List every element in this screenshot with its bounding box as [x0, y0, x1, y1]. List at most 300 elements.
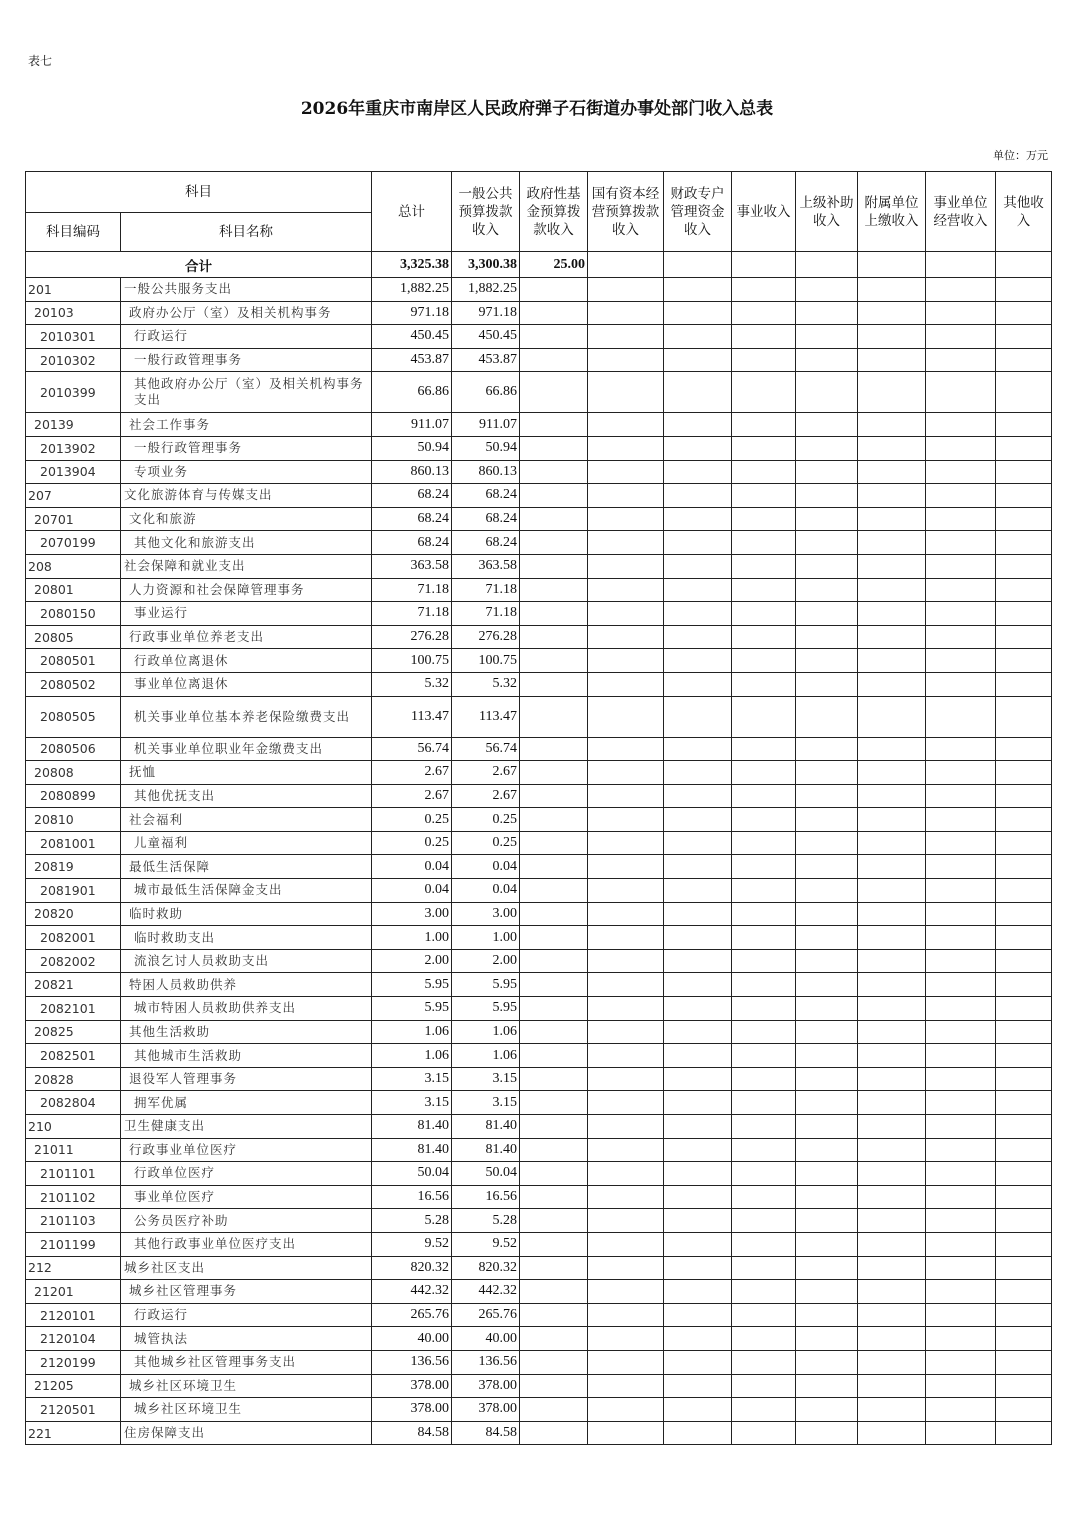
- general-budget-cell: 0.25: [452, 831, 520, 855]
- empty-cell: [588, 949, 664, 973]
- empty-cell: [796, 413, 858, 437]
- empty-cell: [732, 1303, 796, 1327]
- empty-cell: [664, 1115, 732, 1139]
- empty-cell: [664, 1303, 732, 1327]
- empty-cell: [664, 554, 732, 578]
- empty-cell: [858, 578, 926, 602]
- empty-cell: [588, 1398, 664, 1422]
- empty-cell: [664, 372, 732, 413]
- empty-cell: [664, 902, 732, 926]
- total-cell: 1.06: [372, 1020, 452, 1044]
- header-state-capital: 国有资本经营预算拨款收入: [588, 172, 664, 252]
- table-row: [26, 1303, 1052, 1327]
- total-value: 3,325.38: [372, 252, 452, 278]
- empty-cell: [588, 831, 664, 855]
- subject-name: 一般行政管理事务: [121, 348, 372, 372]
- empty-cell: [520, 672, 588, 696]
- subject-code: 2101101: [26, 1162, 121, 1186]
- empty-cell: [664, 997, 732, 1021]
- table-row: [26, 301, 1052, 325]
- total-cell: 911.07: [372, 413, 452, 437]
- subject-name: 城市最低生活保障金支出: [121, 879, 372, 903]
- total-cell: 5.95: [372, 997, 452, 1021]
- subject-name: 专项业务: [121, 460, 372, 484]
- subject-name: 事业单位离退休: [121, 672, 372, 696]
- table-row: [26, 672, 1052, 696]
- empty-cell: [664, 1280, 732, 1304]
- empty-cell: [520, 436, 588, 460]
- table-row: [26, 1209, 1052, 1233]
- subject-name: 其他优抚支出: [121, 784, 372, 808]
- subject-code: 2081901: [26, 879, 121, 903]
- subject-code: 2120199: [26, 1350, 121, 1374]
- empty-cell: [588, 1044, 664, 1068]
- empty-cell: [858, 507, 926, 531]
- total-cell: 442.32: [372, 1280, 452, 1304]
- empty-cell: [926, 808, 996, 832]
- subject-name: 事业单位医疗: [121, 1185, 372, 1209]
- empty-cell: [996, 1091, 1052, 1115]
- empty-cell: [996, 625, 1052, 649]
- empty-cell: [996, 301, 1052, 325]
- empty-cell: [796, 554, 858, 578]
- general-budget-cell: 71.18: [452, 602, 520, 626]
- general-budget-cell: 9.52: [452, 1232, 520, 1256]
- empty-cell: [996, 1280, 1052, 1304]
- empty-cell: [732, 301, 796, 325]
- empty-cell: [796, 278, 858, 302]
- total-cell: 136.56: [372, 1350, 452, 1374]
- empty-cell: [664, 325, 732, 349]
- table-row: [26, 348, 1052, 372]
- empty-cell: [858, 625, 926, 649]
- total-cell: 3.15: [372, 1067, 452, 1091]
- subject-name: 行政事业单位医疗: [121, 1138, 372, 1162]
- subject-name: 流浪乞讨人员救助支出: [121, 949, 372, 973]
- subject-code: 2010302: [26, 348, 121, 372]
- empty-cell: [926, 1209, 996, 1233]
- empty-cell: [926, 1185, 996, 1209]
- table-row: [26, 649, 1052, 673]
- empty-cell: [996, 507, 1052, 531]
- header-code: 科目编码: [26, 213, 121, 252]
- empty-cell: [520, 554, 588, 578]
- empty-cell: [796, 879, 858, 903]
- table-row: [26, 507, 1052, 531]
- general-budget-cell: 0.25: [452, 808, 520, 832]
- empty-cell: [732, 1091, 796, 1115]
- empty-cell: [588, 436, 664, 460]
- empty-cell: [732, 1185, 796, 1209]
- empty-cell: [732, 1162, 796, 1186]
- empty-cell: [732, 602, 796, 626]
- empty-cell: [996, 1350, 1052, 1374]
- empty-cell: [796, 1303, 858, 1327]
- table-row: [26, 1421, 1052, 1445]
- subject-name: 行政运行: [121, 1303, 372, 1327]
- total-cell: 265.76: [372, 1303, 452, 1327]
- empty-cell: [796, 301, 858, 325]
- empty-cell: [996, 737, 1052, 761]
- subject-code: 2080501: [26, 649, 121, 673]
- empty-cell: [796, 1162, 858, 1186]
- empty-cell: [796, 1115, 858, 1139]
- total-cell: 1.00: [372, 926, 452, 950]
- empty-cell: [796, 997, 858, 1021]
- subject-name: 抚恤: [121, 761, 372, 785]
- empty-cell: [858, 1091, 926, 1115]
- general-budget-cell: 3.15: [452, 1091, 520, 1115]
- subject-code: 2080899: [26, 784, 121, 808]
- empty-cell: [858, 926, 926, 950]
- general-budget-cell: 276.28: [452, 625, 520, 649]
- subject-name: 拥军优属: [121, 1091, 372, 1115]
- empty-cell: [520, 737, 588, 761]
- general-budget-cell: 1.06: [452, 1020, 520, 1044]
- total-cell: 81.40: [372, 1138, 452, 1162]
- empty-cell: [588, 737, 664, 761]
- subject-code: 221: [26, 1421, 121, 1445]
- empty-cell: [926, 625, 996, 649]
- total-cell: 5.28: [372, 1209, 452, 1233]
- empty-cell: [732, 413, 796, 437]
- empty-cell: [996, 460, 1052, 484]
- empty-cell: [996, 436, 1052, 460]
- total-cell: 453.87: [372, 348, 452, 372]
- empty-cell: [520, 1091, 588, 1115]
- table-row: [26, 325, 1052, 349]
- empty-cell: [796, 831, 858, 855]
- empty-cell: [858, 949, 926, 973]
- header-business-income: 事业收入: [732, 172, 796, 252]
- general-budget-cell: 5.95: [452, 973, 520, 997]
- empty-cell: [996, 325, 1052, 349]
- empty-cell: [664, 460, 732, 484]
- header-affiliated-units: 附属单位上缴收入: [858, 172, 926, 252]
- empty-cell: [588, 649, 664, 673]
- empty-cell: [796, 1327, 858, 1351]
- empty-cell: [796, 696, 858, 737]
- table-number: 表七: [28, 54, 53, 68]
- total-cell: 3.15: [372, 1091, 452, 1115]
- total-cell: 68.24: [372, 531, 452, 555]
- empty-cell: [926, 1374, 996, 1398]
- empty-cell: [732, 625, 796, 649]
- empty-cell: [926, 973, 996, 997]
- empty-cell: [588, 879, 664, 903]
- table-row: [26, 902, 1052, 926]
- empty-cell: [796, 1185, 858, 1209]
- header-name: 科目名称: [121, 213, 372, 252]
- empty-cell: [858, 460, 926, 484]
- empty-cell: [858, 348, 926, 372]
- empty-cell: [926, 649, 996, 673]
- empty-cell: [858, 1327, 926, 1351]
- empty-cell: [996, 1115, 1052, 1139]
- empty-cell: [996, 926, 1052, 950]
- empty-cell: [858, 325, 926, 349]
- empty-cell: [520, 1374, 588, 1398]
- general-budget-cell: 2.67: [452, 784, 520, 808]
- empty-cell: [732, 784, 796, 808]
- empty-cell: [996, 348, 1052, 372]
- subject-code: 2082101: [26, 997, 121, 1021]
- empty-cell: [520, 1421, 588, 1445]
- subject-name: 住房保障支出: [121, 1421, 372, 1445]
- empty-cell: [796, 1256, 858, 1280]
- table-row: [26, 1350, 1052, 1374]
- empty-cell: [588, 372, 664, 413]
- table-row: [26, 436, 1052, 460]
- total-cell: 50.94: [372, 436, 452, 460]
- total-general: 3,300.38: [452, 252, 520, 278]
- total-cell: 40.00: [372, 1327, 452, 1351]
- total-cell: 378.00: [372, 1374, 452, 1398]
- empty-cell: [926, 1398, 996, 1422]
- total-row: [26, 252, 1052, 278]
- empty-cell: [796, 1280, 858, 1304]
- empty-cell: [796, 855, 858, 879]
- empty-cell: [926, 1327, 996, 1351]
- general-budget-cell: 363.58: [452, 554, 520, 578]
- empty-cell: [520, 855, 588, 879]
- empty-cell: [664, 1374, 732, 1398]
- empty-cell: [588, 1162, 664, 1186]
- empty-cell: [996, 761, 1052, 785]
- empty-cell: [858, 1020, 926, 1044]
- total-cell: 68.24: [372, 484, 452, 508]
- empty-cell: [732, 1209, 796, 1233]
- general-budget-cell: 2.67: [452, 761, 520, 785]
- empty-cell: [926, 926, 996, 950]
- subject-code: 2013902: [26, 436, 121, 460]
- empty-cell: [926, 278, 996, 302]
- empty-cell: [588, 997, 664, 1021]
- empty-cell: [520, 1350, 588, 1374]
- empty-cell: [996, 1044, 1052, 1068]
- empty-cell: [732, 325, 796, 349]
- empty-cell: [796, 372, 858, 413]
- subject-name: 特困人员救助供养: [121, 973, 372, 997]
- empty-cell: [858, 1398, 926, 1422]
- empty-cell: [858, 1162, 926, 1186]
- empty-cell: [732, 484, 796, 508]
- empty-cell: [664, 808, 732, 832]
- empty-cell: [996, 1185, 1052, 1209]
- empty-cell: [588, 1138, 664, 1162]
- subject-code: 20139: [26, 413, 121, 437]
- empty-cell: [732, 348, 796, 372]
- total-cell: 2.00: [372, 949, 452, 973]
- subject-code: 20821: [26, 973, 121, 997]
- total-cell: 84.58: [372, 1421, 452, 1445]
- empty-cell: [732, 1280, 796, 1304]
- empty-cell: [664, 1350, 732, 1374]
- general-budget-cell: 113.47: [452, 696, 520, 737]
- subject-code: 2120101: [26, 1303, 121, 1327]
- empty-cell: [996, 949, 1052, 973]
- table-row: [26, 484, 1052, 508]
- table-row: [26, 460, 1052, 484]
- empty-cell: [732, 1115, 796, 1139]
- table-row: [26, 554, 1052, 578]
- empty-cell: [732, 372, 796, 413]
- empty-cell: [926, 1421, 996, 1445]
- general-budget-cell: 971.18: [452, 301, 520, 325]
- empty-cell: [520, 507, 588, 531]
- empty-cell: [996, 1398, 1052, 1422]
- empty-cell: [858, 413, 926, 437]
- table-row: [26, 1020, 1052, 1044]
- total-cell: 0.04: [372, 855, 452, 879]
- empty-cell: [588, 672, 664, 696]
- empty-cell: [926, 949, 996, 973]
- empty-cell: [796, 348, 858, 372]
- subject-code: 2081001: [26, 831, 121, 855]
- empty-cell: [588, 602, 664, 626]
- general-budget-cell: 1.06: [452, 1044, 520, 1068]
- subject-name: 城乡社区支出: [121, 1256, 372, 1280]
- empty-cell: [796, 949, 858, 973]
- empty-cell: [588, 625, 664, 649]
- empty-cell: [588, 1115, 664, 1139]
- general-budget-cell: 81.40: [452, 1138, 520, 1162]
- subject-name: 行政单位医疗: [121, 1162, 372, 1186]
- empty-cell: [732, 672, 796, 696]
- empty-cell: [588, 1020, 664, 1044]
- subject-code: 2101103: [26, 1209, 121, 1233]
- empty-cell: [732, 1398, 796, 1422]
- header-subject: 科目: [26, 172, 372, 213]
- empty-cell: [732, 902, 796, 926]
- empty-cell: [664, 1398, 732, 1422]
- empty-cell: [520, 973, 588, 997]
- empty-cell: [732, 460, 796, 484]
- subject-code: 2080506: [26, 737, 121, 761]
- empty-cell: [796, 1138, 858, 1162]
- empty-cell: [996, 1327, 1052, 1351]
- table-row: [26, 1162, 1052, 1186]
- empty-cell: [858, 997, 926, 1021]
- subject-name: 其他行政事业单位医疗支出: [121, 1232, 372, 1256]
- empty-cell: [796, 484, 858, 508]
- table-row: [26, 808, 1052, 832]
- general-budget-cell: 5.28: [452, 1209, 520, 1233]
- subject-code: 207: [26, 484, 121, 508]
- empty-cell: [858, 1185, 926, 1209]
- empty-cell: [796, 973, 858, 997]
- total-cell: 9.52: [372, 1232, 452, 1256]
- empty-cell: [664, 737, 732, 761]
- empty-cell: [996, 1209, 1052, 1233]
- empty-cell: [664, 1232, 732, 1256]
- table-row: [26, 1091, 1052, 1115]
- general-budget-cell: 820.32: [452, 1256, 520, 1280]
- empty-cell: [520, 348, 588, 372]
- empty-cell: [732, 1374, 796, 1398]
- empty-cell: [858, 737, 926, 761]
- empty-cell: [588, 696, 664, 737]
- empty-cell: [732, 949, 796, 973]
- empty-cell: [996, 696, 1052, 737]
- empty-cell: [664, 761, 732, 785]
- subject-code: 2013904: [26, 460, 121, 484]
- total-cell: 450.45: [372, 325, 452, 349]
- empty-cell: [664, 625, 732, 649]
- empty-cell: [858, 1280, 926, 1304]
- general-budget-cell: 911.07: [452, 413, 520, 437]
- empty-cell: [796, 761, 858, 785]
- empty-cell: [996, 808, 1052, 832]
- empty-cell: [926, 531, 996, 555]
- empty-cell: [732, 1067, 796, 1091]
- empty-cell: [926, 902, 996, 926]
- empty-cell: [732, 278, 796, 302]
- empty-cell: [520, 784, 588, 808]
- empty-cell: [520, 1115, 588, 1139]
- empty-cell: [520, 696, 588, 737]
- empty-cell: [732, 578, 796, 602]
- general-budget-cell: 50.04: [452, 1162, 520, 1186]
- subject-name: 文化旅游体育与传媒支出: [121, 484, 372, 508]
- empty-cell: [858, 649, 926, 673]
- empty-cell: [732, 855, 796, 879]
- empty-cell: [858, 784, 926, 808]
- subject-code: 2010399: [26, 372, 121, 413]
- empty-cell: [996, 855, 1052, 879]
- empty-cell: [796, 1350, 858, 1374]
- total-cell: 68.24: [372, 507, 452, 531]
- table-row: [26, 737, 1052, 761]
- subject-name: 城乡社区环境卫生: [121, 1374, 372, 1398]
- table-row: [26, 831, 1052, 855]
- empty-cell: [588, 278, 664, 302]
- empty-cell: [520, 761, 588, 785]
- empty-cell: [926, 436, 996, 460]
- empty-cell: [588, 1209, 664, 1233]
- total-fund: 25.00: [520, 252, 588, 278]
- empty-cell: [520, 531, 588, 555]
- empty-cell: [664, 484, 732, 508]
- empty-cell: [664, 649, 732, 673]
- empty-cell: [996, 973, 1052, 997]
- subject-name: 临时救助: [121, 902, 372, 926]
- empty-cell: [664, 1162, 732, 1186]
- total-cell: 0.04: [372, 879, 452, 903]
- empty-cell: [926, 672, 996, 696]
- empty-cell: [796, 902, 858, 926]
- empty-cell: [664, 348, 732, 372]
- total-cell: 71.18: [372, 578, 452, 602]
- empty-cell: [520, 460, 588, 484]
- empty-cell: [926, 1256, 996, 1280]
- empty-cell: [732, 507, 796, 531]
- empty-cell: [926, 460, 996, 484]
- empty-cell: [732, 973, 796, 997]
- general-budget-cell: 40.00: [452, 1327, 520, 1351]
- empty-cell: [996, 879, 1052, 903]
- empty-cell: [732, 879, 796, 903]
- empty-cell: [520, 484, 588, 508]
- empty-cell: [796, 737, 858, 761]
- empty-cell: [996, 1256, 1052, 1280]
- empty-cell: [926, 1350, 996, 1374]
- subject-code: 20808: [26, 761, 121, 785]
- empty-cell: [796, 1232, 858, 1256]
- empty-cell: [732, 737, 796, 761]
- empty-cell: [732, 761, 796, 785]
- empty-cell: [926, 855, 996, 879]
